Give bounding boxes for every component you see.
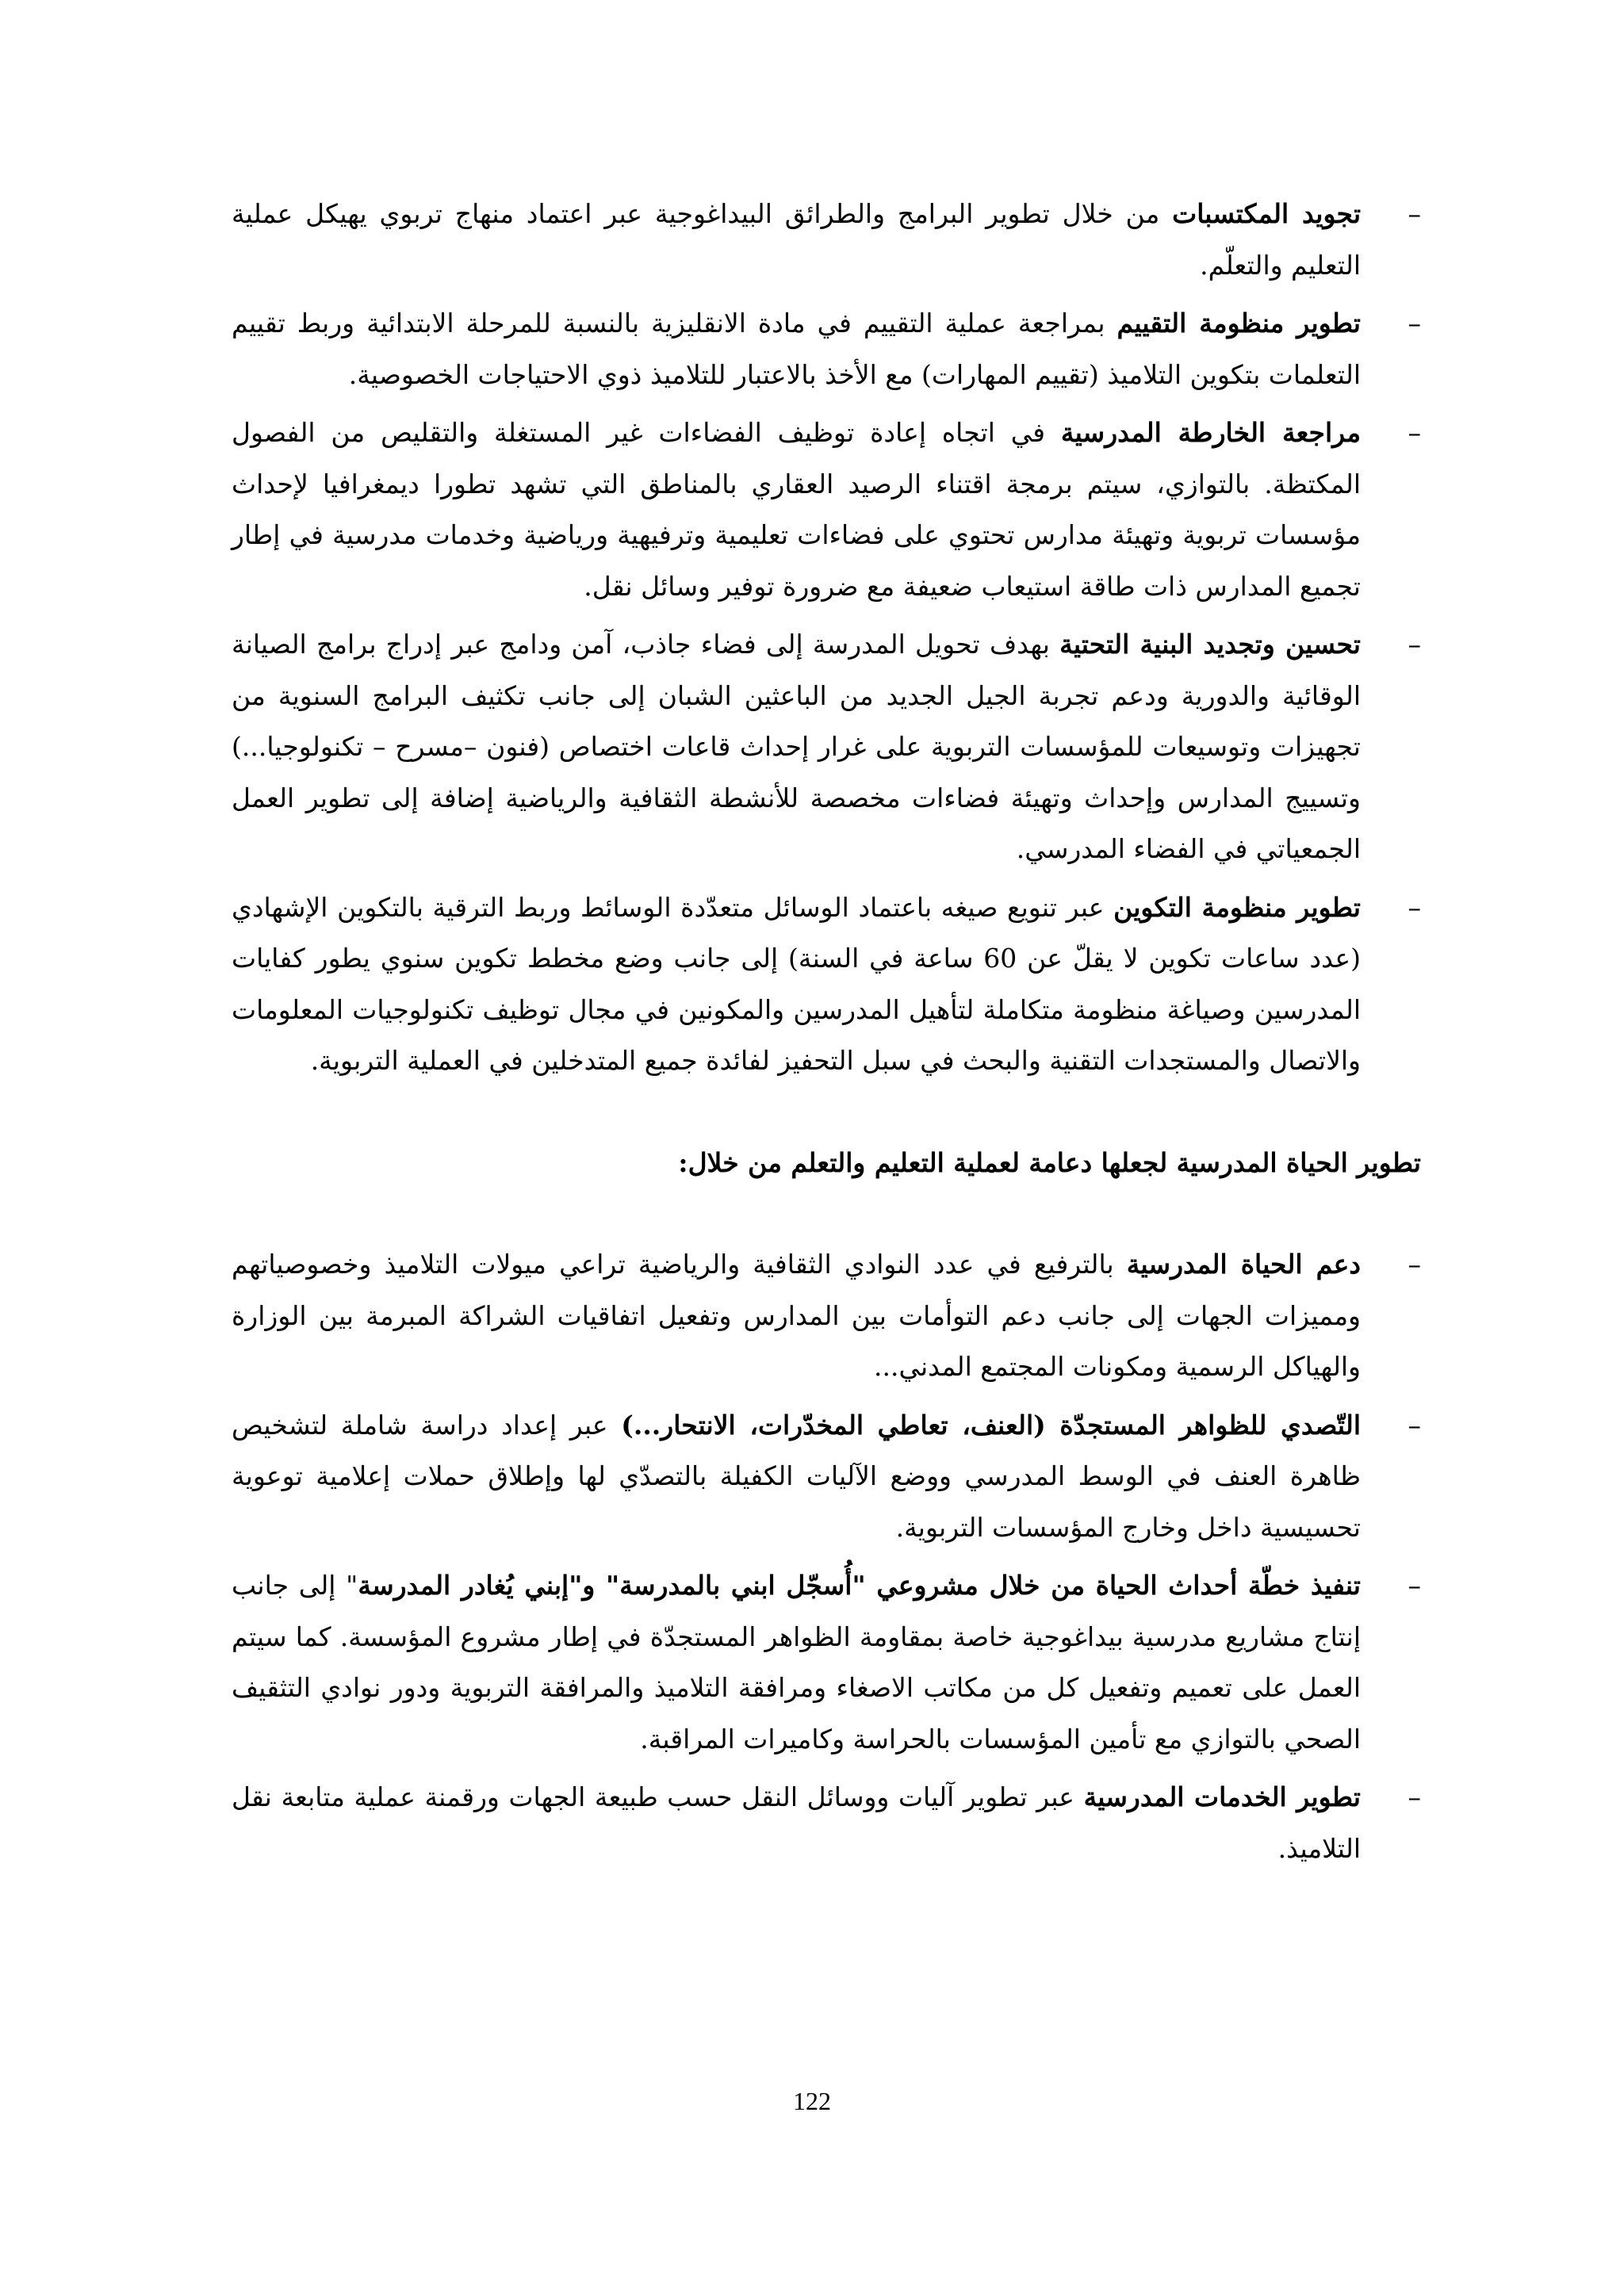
list-dash: –	[1408, 417, 1421, 448]
list-dash: –	[1408, 891, 1421, 923]
section-heading: تطوير الحياة المدرسية لجعلها دعامة لعملية التعليم والتعلم من خلال:	[678, 1146, 1421, 1178]
item-text: بهدف تحويل المدرسة إلى فضاء جاذب، آمن ودامج عبر إدراج برامج الصيانة الوقائية والدورية ودعم تجربة الجيل الجديد من الباعثين الشبان إلى جانب تكثيف البرامج السنوية من تجهيزات وتوسيعات للمؤسسات التربوية على غرار إحداث قاعات اختصاص (فنون –مسرح – تكنولوجيا...) وتسييج المدارس وإحداث وتهيئة فضاءات مخصصة للأنشطة الثقافية والرياضية إضافة إلى تطوير العمل الجمعياتي في الفضاء المدرسي.	[232, 629, 1361, 864]
list-dash: –	[1408, 629, 1421, 660]
list-item	[232, 408, 1421, 612]
list-item	[232, 1400, 1421, 1554]
list-item	[232, 189, 1421, 291]
item-bold-lead: تطوير منظومة التكوين	[1113, 891, 1361, 923]
item-text: عبر تطوير آليات ووسائل النقل حسب طبيعة الجهات ورقمنة عملية متابعة نقل التلاميذ.	[232, 1781, 1361, 1864]
item-bold-lead: تطوير الخدمات المدرسية	[1083, 1781, 1361, 1812]
list-item	[232, 882, 1421, 1087]
list-dash: –	[1408, 1409, 1421, 1441]
list-dash: –	[1408, 1249, 1421, 1280]
item-text: في اتجاه إعادة توظيف الفضاءات غير المستغلة والتقليص من الفصول المكتظة. بالتوازي، سيتم برمجة اقتناء الرصيد العقاري بالمناطق التي تشهد تطورا ديمغرافيا لإحداث مؤسسات تربوية وتهيئة مدارس تحتوي على فضاءات تعليمية وترفيهية ورياضية وخدمات مدرسية في إطار تجميع المدارس ذات طاقة استيعاب ضعيفة مع ضرورة توفير وسائل نقل.	[232, 417, 1361, 602]
list-dash: –	[1408, 1781, 1421, 1812]
item-text: بالترفيع في عدد النوادي الثقافية والرياضية تراعي ميولات التلاميذ وخصوصياتهم ومميزات الجهات إلى جانب دعم التوأمات بين المدارس وتفعيل اتفاقيات الشراكة المبرمة بين الوزارة والهياكل الرسمية ومكونات المجتمع المدني...	[232, 1249, 1361, 1382]
item-text: من خلال تطوير البرامج والطرائق البيداغوجية عبر اعتماد منهاج تربوي يهيكل عملية التعليم والتعلّم.	[232, 198, 1361, 281]
item-bold-lead: دعم الحياة المدرسية	[1126, 1249, 1361, 1280]
item-text: عبر إعداد دراسة شاملة لتشخيص ظاهرة العنف في الوسط المدرسي ووضع الآليات الكفيلة بالتصدّي لها وإطلاق حملات إعلامية توعوية تحسيسية داخل وخارج المؤسسات التربوية.	[232, 1409, 1361, 1543]
list-item	[232, 619, 1421, 875]
list-item	[232, 1560, 1421, 1765]
section-school-life	[232, 1239, 1421, 1874]
list-item	[232, 1772, 1421, 1874]
item-bold-lead: تنفيذ خطّة أحداث الحياة من خلال مشروعي "أُسجّل ابني بالمدرسة" و"إبني يُغادر المدرسة	[358, 1570, 1361, 1601]
item-bold-lead: تجويد المكتسبات	[1172, 198, 1362, 229]
list-dash: –	[1408, 198, 1421, 229]
item-text: " إلى جانب إنتاج مشاريع مدرسية بيداغوجية خاصة بمقاومة الظواهر المستجدّة في إطار مشروع المؤسسة. كما سيتم العمل على تعميم وتفعيل كل من مكاتب الاصغاء ومرافقة التلاميذ والمرافقة التربوية ودور نوادي التثقيف الصحي بالتوازي مع تأمين المؤسسات بالحراسة وكاميرات المراقبة.	[232, 1570, 1361, 1755]
list-dash: –	[1408, 308, 1421, 339]
list-dash: –	[1408, 1570, 1421, 1601]
page-content	[232, 189, 1421, 1881]
item-bold-lead: تحسين وتجديد البنية التحتية	[1059, 629, 1361, 660]
item-bold-lead: تطوير منظومة التقييم	[1116, 308, 1361, 339]
item-text: عبر تنويع صيغه باعتماد الوسائل متعدّدة الوسائط وربط الترقية بالتكوين الإشهادي (عدد ساعات تكوين لا يقلّ عن 60 ساعة في السنة) إلى جانب وضع مخطط تكوين سنوي يطور كفايات المدرسين وصياغة منظومة متكاملة لتأهيل المدرسين والمكونين في مجال توظيف تكنولوجيات المعلومات والاتصال والمستجدات التقنية والبحث في سبل التحفيز لفائدة جميع المتدخلين في العملية التربوية.	[232, 891, 1361, 1076]
item-bold-lead: مراجعة الخارطة المدرسية	[1060, 417, 1362, 448]
item-text: بمراجعة عملية التقييم في مادة الانقليزية بالنسبة للمرحلة الابتدائية وربط تقييم التعلمات بتكوين التلاميذ (تقييم المهارات) مع الأخذ بالاعتبار للتلاميذ ذوي الاحتياجات الخصوصية.	[232, 308, 1361, 390]
page-number: 122	[793, 2087, 831, 2115]
list-item	[232, 1239, 1421, 1393]
list-item	[232, 298, 1421, 400]
section-objectives	[232, 189, 1421, 1087]
item-bold-lead: التّصدي للظواهر المستجدّة (العنف، تعاطي المخدّرات، الانتحار...)	[621, 1409, 1361, 1441]
